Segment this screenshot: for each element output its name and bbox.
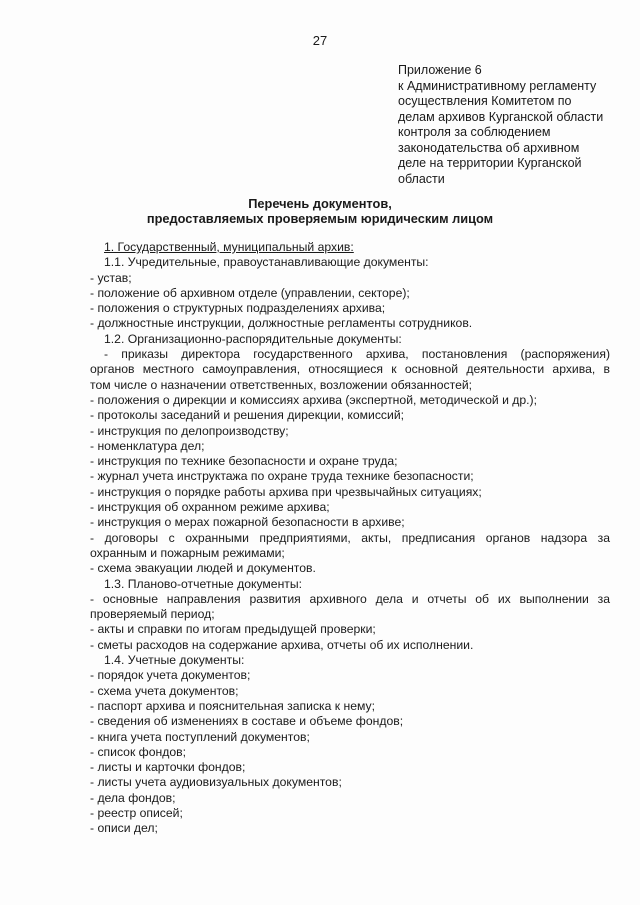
subsection-heading: 1.1. Учредительные, правоустанавливающие документы: [104,255,429,270]
list-item: - сведения об изменениях в составе и объеме фондов; [90,714,404,729]
list-item: - инструкция по технике безопасности и охране труда; [90,454,398,469]
subsection-heading: 1.2. Организационно-распорядительные документы: [104,331,402,346]
list-item-continuation: охранным и пожарным режимами; [90,545,285,560]
list-item-continuation: проверяемый период; [90,607,215,622]
list-item: - инструкция по делопроизводству; [90,423,289,438]
list-item-continuation: том числе о назначении ответственных, возложении обязанностей; [90,377,473,392]
list-item: - описи дел; [90,821,158,836]
list-item: - листы и карточки фондов; [90,760,246,775]
list-item: - протоколы заседаний и решения дирекции, комиссий; [90,408,405,423]
document-title [90,196,550,226]
page-number: 27 [312,33,328,48]
appendix-line: законодательства об архивном [398,140,580,155]
list-item: - схема учета документов; [90,683,239,698]
list-item: - положение об архивном отделе (управлении, секторе); [90,285,410,300]
section-heading [90,240,610,255]
list-item-continuation: органов местного самоуправления, относящиеся к основной деятельности архива, в [90,362,610,377]
title-line: Перечень документов, [248,196,392,211]
list-item: - должностные инструкции, должностные регламенты сотрудников. [90,316,473,331]
appendix-block [398,63,628,187]
list-item: - положения о дирекции и комиссиях архива (экспертной, методической и др.); [90,392,537,407]
list-item: - договоры с охранными предприятиями, акты, предписания органов надзора за [90,530,610,545]
list-item: - журнал учета инструктажа по охране труда технике безопасности; [90,469,474,484]
list-item: - приказы директора государственного архива, постановления (распоряжения) [104,347,610,362]
list-item: - схема эвакуации людей и документов. [90,561,316,576]
list-item: - реестр описей; [90,805,183,820]
list-item: - порядок учета документов; [90,668,251,683]
document-body [90,240,610,837]
list-item: - основные направления развития архивного дела и отчеты об их выполнении за [90,591,610,606]
appendix-line: контроля за соблюдением [398,125,551,139]
list-item: - положения о структурных подразделениях архива; [90,301,386,316]
appendix-line: области [398,171,445,186]
list-item: - дела фондов; [90,790,176,805]
subsection-heading: 1.4. Учетные документы: [104,653,245,668]
list-item: - акты и справки по итогам предыдущей проверки; [90,622,376,637]
section-heading-text: 1. Государственный, муниципальный архив: [104,240,354,254]
list-item: - список фондов; [90,744,186,759]
appendix-line: осуществления Комитетом по [398,94,572,108]
title-line: предоставляемых проверяемым юридическим лицом [146,211,494,226]
appendix-line: к Административному регламенту [398,78,597,93]
appendix-line: деле на территории Курганской [398,156,582,170]
list-item: - инструкция о мерах пожарной безопасности в архиве; [90,515,405,530]
list-item: - инструкция об охранном режиме архива; [90,500,330,515]
list-item: - книга учета поступлений документов; [90,729,310,744]
list-item: - листы учета аудиовизуальных документов; [90,775,342,790]
list-item: - инструкция о порядке работы архива при чрезвычайных ситуациях; [90,484,482,499]
appendix-line: делам архивов Курганской области [398,109,604,124]
subsection-heading: 1.3. Планово-отчетные документы: [104,576,303,591]
list-item: - номенклатура дел; [90,438,205,453]
list-item: - паспорт архива и пояснительная записка к нему; [90,698,376,713]
appendix-line: Приложение 6 [398,63,482,77]
list-item: - сметы расходов на содержание архива, отчеты об их исполнении. [90,637,474,652]
list-item: - устав; [90,270,132,285]
